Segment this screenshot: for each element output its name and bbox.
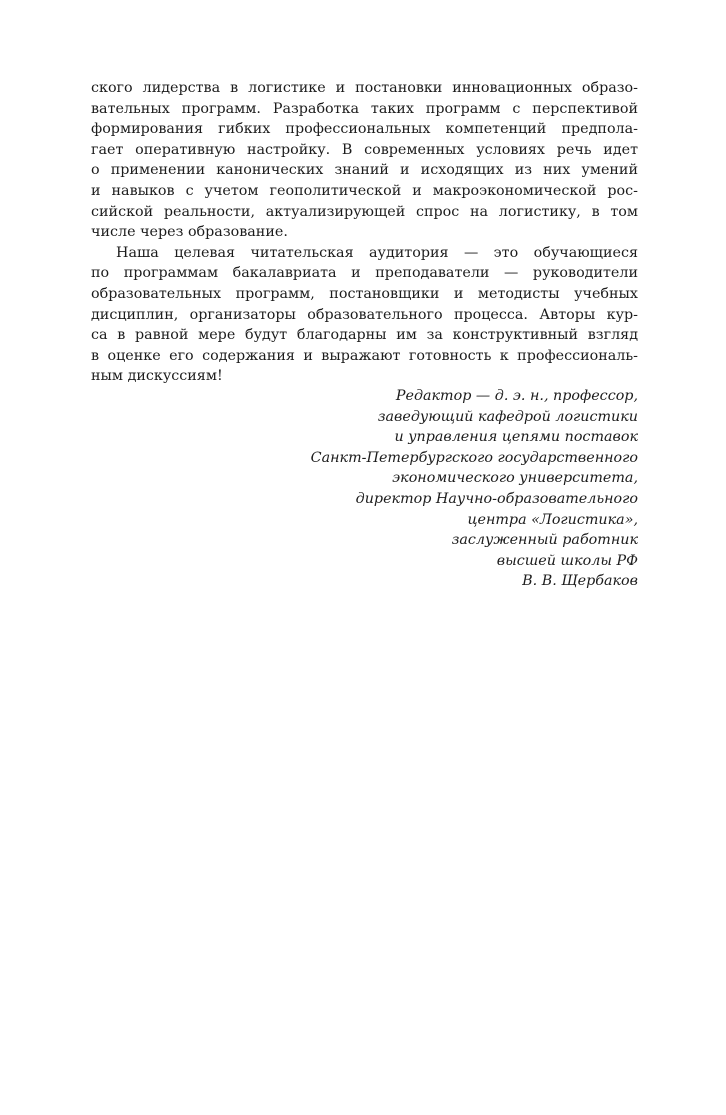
text-line: дисциплин, организаторы образовательного процесса. Авторы кур- (91, 306, 638, 323)
signature-line: экономического университета, (392, 470, 638, 487)
text-line: са в равной мере будут благодарны им за конструктивный взгляд (91, 327, 638, 344)
text-line: формирования гибких профессиональных компетенций предпола- (91, 121, 638, 138)
signature-line: Редактор — д. э. н., профессор, (395, 388, 638, 404)
signature-line: заслуженный работник (451, 532, 638, 549)
text-line: сийской реальности, актуализирующей спрос на логистику, в том (91, 203, 638, 220)
paragraph-2 (91, 243, 638, 387)
signature-line: и управления цепями поставок (394, 429, 638, 446)
text-line: Наша целевая читательская аудитория — это обучающиеся (116, 244, 638, 261)
editor-name: В. В. Щербаков (522, 573, 638, 590)
text-line: и навыков с учетом геополитической и макроэкономической рос- (91, 182, 638, 199)
signature-line: Санкт-Петербургского государственного (310, 449, 638, 466)
signature-line: высшей школы РФ (496, 552, 638, 569)
signature-line: директор Научно-образовательного (355, 490, 638, 507)
signature-line: центра «Логистика», (467, 511, 638, 528)
text-line: ным дискуссиям! (91, 368, 223, 385)
text-line: о применении канонических знаний и исходящих из них умений (91, 162, 638, 179)
signature-line: заведующий кафедрой логистики (377, 408, 638, 425)
paragraph-1 (91, 78, 638, 243)
text-line: вательных программ. Разработка таких программ с перспективой (91, 100, 638, 117)
text-line: в оценке его содержания и выражают готовность к профессиональ- (91, 347, 638, 364)
text-line: ского лидерства в логистике и постановки инновационных образо- (91, 80, 638, 96)
text-line: по программам бакалавриата и преподаватели — руководители (91, 265, 638, 282)
text-line: образовательных программ, постановщики и методисты учебных (91, 285, 638, 302)
text-line: числе через образование. (91, 224, 288, 241)
editor-signature (311, 386, 638, 592)
body-text (91, 78, 638, 387)
text-line: гает оперативную настройку. В современных условиях речь идет (91, 141, 638, 158)
